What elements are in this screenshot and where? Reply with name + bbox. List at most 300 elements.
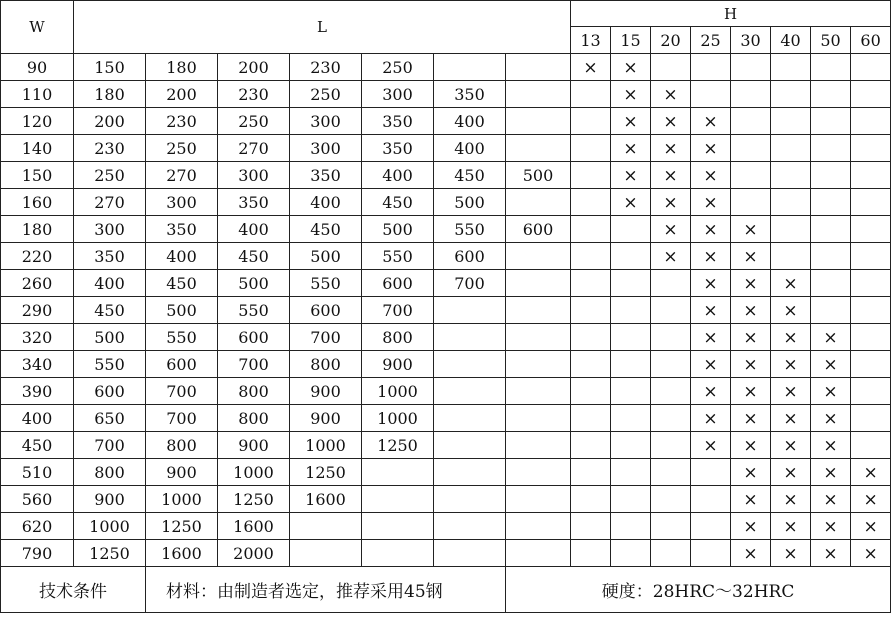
cell-l: 800 — [74, 459, 146, 486]
cell-w: 340 — [1, 351, 74, 378]
cell-h-mark — [731, 270, 771, 297]
cell-l: 800 — [218, 378, 290, 405]
cell-h-mark — [851, 405, 891, 432]
cross-mark-icon: × — [863, 489, 878, 510]
table-row — [1, 513, 891, 540]
cell-l: 1600 — [218, 513, 290, 540]
cell-l — [434, 432, 506, 459]
cell-l — [434, 486, 506, 513]
cell-h-mark — [611, 108, 651, 135]
cell-l — [290, 513, 362, 540]
cell-h-mark — [571, 270, 611, 297]
cross-mark-icon: × — [823, 516, 838, 537]
cell-h-mark — [731, 378, 771, 405]
cross-mark-icon: × — [623, 192, 638, 213]
cell-h-mark — [571, 243, 611, 270]
cell-l: 200 — [146, 81, 218, 108]
cross-mark-icon: × — [743, 327, 758, 348]
cross-mark-icon: × — [743, 246, 758, 267]
cell-h-mark — [571, 486, 611, 513]
cross-mark-icon: × — [663, 84, 678, 105]
cell-h-mark — [731, 459, 771, 486]
cell-l: 550 — [362, 243, 434, 270]
cross-mark-icon: × — [623, 111, 638, 132]
cell-l: 250 — [146, 135, 218, 162]
cell-l — [506, 432, 571, 459]
cell-l: 350 — [362, 135, 434, 162]
cell-h-mark — [811, 162, 851, 189]
cell-l — [506, 189, 571, 216]
cell-h-mark — [851, 135, 891, 162]
cell-l: 150 — [74, 54, 146, 81]
cell-h-mark — [731, 297, 771, 324]
cell-l: 400 — [146, 243, 218, 270]
cell-l: 400 — [362, 162, 434, 189]
cell-h-mark — [811, 540, 851, 567]
header-h-value: 50 — [811, 27, 851, 54]
cell-h-mark — [811, 54, 851, 81]
cell-h-mark — [771, 378, 811, 405]
header-h-value: 25 — [691, 27, 731, 54]
cell-w: 90 — [1, 54, 74, 81]
cell-l — [362, 459, 434, 486]
cell-h-mark — [571, 432, 611, 459]
cell-h-mark — [691, 324, 731, 351]
cell-l: 350 — [74, 243, 146, 270]
cell-w: 290 — [1, 297, 74, 324]
cell-h-mark — [771, 243, 811, 270]
cell-h-mark — [771, 54, 811, 81]
cell-l: 300 — [290, 108, 362, 135]
cross-mark-icon: × — [823, 408, 838, 429]
cell-h-mark — [771, 108, 811, 135]
cell-l: 900 — [290, 405, 362, 432]
table-row — [1, 135, 891, 162]
cell-h-mark — [571, 405, 611, 432]
cell-l: 450 — [434, 162, 506, 189]
cell-h-mark — [771, 81, 811, 108]
cross-mark-icon: × — [623, 57, 638, 78]
cross-mark-icon: × — [823, 381, 838, 402]
cell-h-mark — [771, 324, 811, 351]
cell-h-mark — [651, 135, 691, 162]
cell-h-mark — [771, 459, 811, 486]
cell-h-mark — [611, 513, 651, 540]
cell-h-mark — [851, 486, 891, 513]
cell-l: 1600 — [290, 486, 362, 513]
cell-w: 180 — [1, 216, 74, 243]
cell-l: 800 — [218, 405, 290, 432]
table-row — [1, 324, 891, 351]
cell-l: 450 — [146, 270, 218, 297]
cell-h-mark — [731, 189, 771, 216]
cross-mark-icon: × — [743, 408, 758, 429]
cell-h-mark — [771, 297, 811, 324]
cell-l: 300 — [218, 162, 290, 189]
cross-mark-icon: × — [783, 489, 798, 510]
cell-h-mark — [691, 216, 731, 243]
cell-l: 450 — [290, 216, 362, 243]
cell-w: 620 — [1, 513, 74, 540]
cell-h-mark — [571, 378, 611, 405]
table-row — [1, 189, 891, 216]
cell-h-mark — [691, 135, 731, 162]
header-h-value: 13 — [571, 27, 611, 54]
cell-h-mark — [651, 513, 691, 540]
cell-h-mark — [691, 351, 731, 378]
cell-h-mark — [811, 297, 851, 324]
table-row — [1, 162, 891, 189]
cell-l: 1250 — [74, 540, 146, 567]
cell-l: 700 — [74, 432, 146, 459]
table-row — [1, 108, 891, 135]
cell-h-mark — [651, 270, 691, 297]
cross-mark-icon: × — [743, 462, 758, 483]
cell-l: 1000 — [218, 459, 290, 486]
cell-l: 300 — [290, 135, 362, 162]
cell-w: 150 — [1, 162, 74, 189]
footer-row — [1, 567, 891, 613]
cell-l — [434, 459, 506, 486]
cell-h-mark — [731, 243, 771, 270]
cell-l: 700 — [362, 297, 434, 324]
cell-h-mark — [811, 486, 851, 513]
cell-l: 700 — [146, 405, 218, 432]
cell-h-mark — [811, 324, 851, 351]
cell-h-mark — [651, 459, 691, 486]
cell-l — [434, 540, 506, 567]
cross-mark-icon: × — [703, 165, 718, 186]
cross-mark-icon: × — [743, 354, 758, 375]
cell-h-mark — [571, 297, 611, 324]
cell-h-mark — [731, 513, 771, 540]
cross-mark-icon: × — [743, 219, 758, 240]
cell-h-mark — [771, 189, 811, 216]
cell-h-mark — [731, 324, 771, 351]
cell-h-mark — [691, 54, 731, 81]
cell-l: 550 — [434, 216, 506, 243]
cell-w: 390 — [1, 378, 74, 405]
cell-h-mark — [571, 108, 611, 135]
table-row — [1, 378, 891, 405]
cell-l: 400 — [218, 216, 290, 243]
cell-l: 700 — [290, 324, 362, 351]
cell-h-mark — [611, 162, 651, 189]
cell-h-mark — [731, 540, 771, 567]
cell-l — [434, 54, 506, 81]
cell-l: 500 — [74, 324, 146, 351]
cell-w: 510 — [1, 459, 74, 486]
cell-h-mark — [611, 459, 651, 486]
cell-l: 600 — [434, 243, 506, 270]
cell-l — [434, 324, 506, 351]
cell-h-mark — [771, 351, 811, 378]
cell-h-mark — [611, 378, 651, 405]
cell-l — [506, 324, 571, 351]
cross-mark-icon: × — [783, 462, 798, 483]
cell-l: 500 — [506, 162, 571, 189]
cell-h-mark — [571, 162, 611, 189]
cell-l: 250 — [362, 54, 434, 81]
cell-l: 800 — [290, 351, 362, 378]
cell-l: 350 — [290, 162, 362, 189]
cell-h-mark — [651, 432, 691, 459]
cell-h-mark — [811, 108, 851, 135]
cell-l: 180 — [74, 81, 146, 108]
cross-mark-icon: × — [863, 516, 878, 537]
cell-l — [434, 378, 506, 405]
cell-h-mark — [851, 378, 891, 405]
cell-l: 700 — [218, 351, 290, 378]
cell-h-mark — [851, 81, 891, 108]
cell-h-mark — [691, 405, 731, 432]
cell-l: 700 — [434, 270, 506, 297]
cell-h-mark — [771, 162, 811, 189]
cell-l: 180 — [146, 54, 218, 81]
cell-l: 1250 — [290, 459, 362, 486]
cell-h-mark — [571, 540, 611, 567]
cell-h-mark — [691, 108, 731, 135]
cell-h-mark — [691, 243, 731, 270]
cross-mark-icon: × — [823, 462, 838, 483]
cell-h-mark — [731, 135, 771, 162]
cell-l: 600 — [146, 351, 218, 378]
cross-mark-icon: × — [623, 84, 638, 105]
cell-h-mark — [691, 189, 731, 216]
cell-l: 500 — [434, 189, 506, 216]
cell-l — [506, 81, 571, 108]
cell-h-mark — [571, 513, 611, 540]
footer-material: 材料：由制造者选定，推荐采用45钢 — [146, 567, 506, 613]
cell-l: 270 — [74, 189, 146, 216]
cell-l — [506, 459, 571, 486]
cell-l: 400 — [434, 108, 506, 135]
table-row — [1, 351, 891, 378]
cell-h-mark — [611, 351, 651, 378]
cell-l — [362, 513, 434, 540]
table-row — [1, 216, 891, 243]
cell-h-mark — [571, 324, 611, 351]
cell-h-mark — [691, 162, 731, 189]
cell-l: 350 — [362, 108, 434, 135]
cell-h-mark — [811, 216, 851, 243]
cross-mark-icon: × — [663, 165, 678, 186]
cell-h-mark — [811, 513, 851, 540]
cell-l: 500 — [218, 270, 290, 297]
cell-h-mark — [851, 243, 891, 270]
cell-l — [434, 297, 506, 324]
cell-h-mark — [651, 216, 691, 243]
cell-l: 700 — [146, 378, 218, 405]
cell-l: 200 — [218, 54, 290, 81]
cell-l: 500 — [290, 243, 362, 270]
cross-mark-icon: × — [703, 300, 718, 321]
cell-h-mark — [731, 216, 771, 243]
cell-h-mark — [731, 432, 771, 459]
cell-h-mark — [731, 54, 771, 81]
cross-mark-icon: × — [783, 327, 798, 348]
cross-mark-icon: × — [823, 354, 838, 375]
cell-h-mark — [811, 135, 851, 162]
cell-l: 350 — [434, 81, 506, 108]
cell-l — [506, 513, 571, 540]
cell-h-mark — [651, 486, 691, 513]
cross-mark-icon: × — [703, 354, 718, 375]
cell-w: 110 — [1, 81, 74, 108]
footer-label: 技术条件 — [1, 567, 146, 613]
cell-l: 2000 — [218, 540, 290, 567]
cell-l — [506, 486, 571, 513]
cell-l: 550 — [218, 297, 290, 324]
cross-mark-icon: × — [743, 381, 758, 402]
cell-l: 450 — [218, 243, 290, 270]
cell-l: 900 — [146, 459, 218, 486]
cell-h-mark — [691, 378, 731, 405]
cell-h-mark — [571, 459, 611, 486]
cross-mark-icon: × — [703, 138, 718, 159]
cell-l: 650 — [74, 405, 146, 432]
cell-h-mark — [771, 486, 811, 513]
cell-l: 250 — [74, 162, 146, 189]
cell-w: 260 — [1, 270, 74, 297]
cell-w: 400 — [1, 405, 74, 432]
cell-h-mark — [851, 270, 891, 297]
header-h-value: 20 — [651, 27, 691, 54]
cross-mark-icon: × — [703, 327, 718, 348]
cross-mark-icon: × — [863, 462, 878, 483]
cell-h-mark — [731, 162, 771, 189]
cross-mark-icon: × — [783, 516, 798, 537]
cell-l: 300 — [74, 216, 146, 243]
cell-l: 270 — [218, 135, 290, 162]
cross-mark-icon: × — [663, 138, 678, 159]
cell-l — [506, 270, 571, 297]
cross-mark-icon: × — [623, 138, 638, 159]
cell-h-mark — [851, 108, 891, 135]
cell-l — [506, 405, 571, 432]
cell-l: 1600 — [146, 540, 218, 567]
cross-mark-icon: × — [823, 543, 838, 564]
cell-h-mark — [731, 108, 771, 135]
cell-l: 450 — [74, 297, 146, 324]
cross-mark-icon: × — [703, 273, 718, 294]
cell-l: 1250 — [146, 513, 218, 540]
cell-w: 450 — [1, 432, 74, 459]
cross-mark-icon: × — [783, 543, 798, 564]
cross-mark-icon: × — [743, 300, 758, 321]
cell-h-mark — [611, 189, 651, 216]
cell-w: 560 — [1, 486, 74, 513]
cross-mark-icon: × — [823, 327, 838, 348]
cell-h-mark — [571, 351, 611, 378]
cell-h-mark — [691, 459, 731, 486]
cell-h-mark — [571, 54, 611, 81]
cell-h-mark — [691, 270, 731, 297]
cell-h-mark — [691, 432, 731, 459]
cross-mark-icon: × — [783, 300, 798, 321]
cell-h-mark — [611, 135, 651, 162]
cell-h-mark — [651, 81, 691, 108]
cell-h-mark — [691, 540, 731, 567]
cell-l: 350 — [218, 189, 290, 216]
cell-h-mark — [851, 189, 891, 216]
cell-h-mark — [811, 189, 851, 216]
table-row — [1, 81, 891, 108]
header-h-value: 15 — [611, 27, 651, 54]
table-row — [1, 405, 891, 432]
table-row — [1, 297, 891, 324]
cell-h-mark — [771, 270, 811, 297]
cell-l — [362, 540, 434, 567]
cell-l: 270 — [146, 162, 218, 189]
cell-l: 800 — [146, 432, 218, 459]
cell-h-mark — [651, 351, 691, 378]
cell-l — [506, 135, 571, 162]
cell-w: 140 — [1, 135, 74, 162]
cross-mark-icon: × — [583, 57, 598, 78]
cell-h-mark — [651, 189, 691, 216]
cell-h-mark — [611, 216, 651, 243]
cell-l: 400 — [290, 189, 362, 216]
cell-h-mark — [611, 405, 651, 432]
cell-l: 600 — [74, 378, 146, 405]
cell-l: 600 — [362, 270, 434, 297]
cell-l: 900 — [218, 432, 290, 459]
cell-l — [506, 54, 571, 81]
cross-mark-icon: × — [743, 516, 758, 537]
cell-h-mark — [651, 54, 691, 81]
cell-h-mark — [651, 108, 691, 135]
cross-mark-icon: × — [863, 543, 878, 564]
table-body — [1, 54, 891, 567]
cell-w: 160 — [1, 189, 74, 216]
cell-l: 600 — [290, 297, 362, 324]
cross-mark-icon: × — [743, 273, 758, 294]
cell-l — [434, 405, 506, 432]
cell-h-mark — [771, 405, 811, 432]
cell-h-mark — [851, 54, 891, 81]
cell-h-mark — [811, 459, 851, 486]
cell-l — [434, 351, 506, 378]
table-row — [1, 540, 891, 567]
cell-l: 300 — [362, 81, 434, 108]
cell-l: 1250 — [362, 432, 434, 459]
table-row — [1, 243, 891, 270]
cross-mark-icon: × — [743, 489, 758, 510]
cell-h-mark — [851, 540, 891, 567]
cross-mark-icon: × — [783, 408, 798, 429]
cell-h-mark — [611, 486, 651, 513]
cell-h-mark — [611, 324, 651, 351]
cell-l: 400 — [434, 135, 506, 162]
header-h-value: 30 — [731, 27, 771, 54]
cross-mark-icon: × — [663, 192, 678, 213]
cell-l: 1000 — [290, 432, 362, 459]
cell-l: 550 — [290, 270, 362, 297]
cell-l: 230 — [146, 108, 218, 135]
cross-mark-icon: × — [823, 435, 838, 456]
cell-l: 1000 — [362, 405, 434, 432]
cell-l: 230 — [218, 81, 290, 108]
cell-h-mark — [731, 81, 771, 108]
cell-h-mark — [851, 216, 891, 243]
cell-l: 800 — [362, 324, 434, 351]
cell-h-mark — [651, 162, 691, 189]
cross-mark-icon: × — [743, 435, 758, 456]
table-row — [1, 486, 891, 513]
cell-h-mark — [851, 513, 891, 540]
cross-mark-icon: × — [783, 381, 798, 402]
